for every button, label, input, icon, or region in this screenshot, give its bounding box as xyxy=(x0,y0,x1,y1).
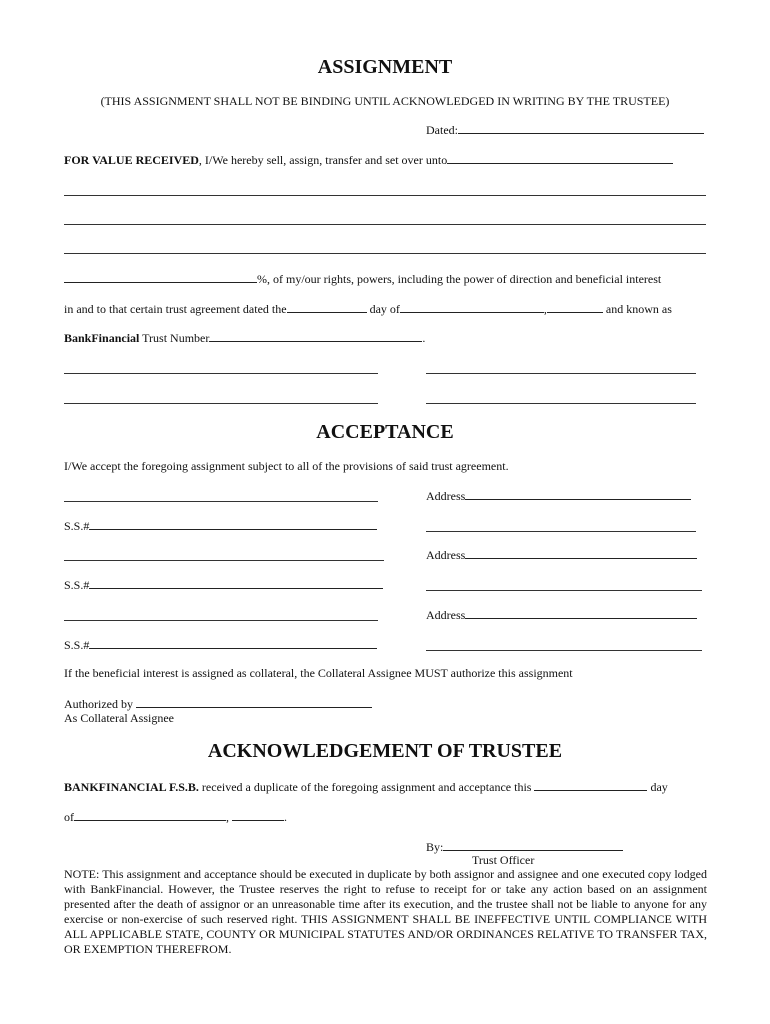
ss-row-2 xyxy=(64,577,383,593)
for-value-text: , I/We hereby sell, assign, transfer and set over unto xyxy=(198,153,448,167)
received-month-field[interactable] xyxy=(74,809,226,821)
day-label: day xyxy=(650,780,668,794)
percent-field[interactable] xyxy=(64,271,257,283)
assignee-signature-line-2[interactable] xyxy=(64,560,384,561)
received-year-field[interactable] xyxy=(232,809,284,821)
of-period: . xyxy=(284,810,287,824)
bankfinancial-label: BankFinancial xyxy=(64,331,140,345)
assignee-line-3[interactable] xyxy=(64,253,706,254)
trust-number-period: . xyxy=(422,331,426,345)
address-label: Address xyxy=(426,608,466,622)
assignor-signature-line-3[interactable] xyxy=(64,403,378,404)
dated-row xyxy=(426,122,704,138)
trust-date-field[interactable] xyxy=(287,301,367,313)
bankfinancial-fsb-label: BANKFINANCIAL F.S.B. xyxy=(64,780,199,794)
of-comma: , xyxy=(226,810,229,824)
received-row xyxy=(64,779,668,795)
by-label: By: xyxy=(426,840,444,854)
assignment-subtitle: (THIS ASSIGNMENT SHALL NOT BE BINDING UNTIL ACKNOWLEDGED IN WRITING BY THE TRUSTEE) xyxy=(100,94,670,108)
trust-number-row xyxy=(64,330,425,346)
ss-field-1[interactable] xyxy=(89,518,377,530)
dated-label: Dated: xyxy=(426,123,458,137)
authorized-by-row xyxy=(64,696,372,712)
address-row-3 xyxy=(426,607,697,623)
collateral-text: If the beneficial interest is assigned as collateral, the Collateral Assignee MUST authorize this assignment xyxy=(64,666,573,680)
assignee-signature-line-3[interactable] xyxy=(64,620,378,621)
trust-year-field[interactable] xyxy=(547,301,603,313)
acceptance-intro: I/We accept the foregoing assignment subject to all of the provisions of said trust agreement. xyxy=(64,459,509,473)
dated-field[interactable] xyxy=(458,122,704,134)
trust-line-b: day of xyxy=(369,302,400,316)
trust-line-c: , xyxy=(543,302,547,316)
trust-officer-label: Trust Officer xyxy=(472,853,535,867)
ss-field-2[interactable] xyxy=(89,577,383,589)
of-row xyxy=(64,809,287,825)
address-line-2b[interactable] xyxy=(426,590,702,591)
ss-field-3[interactable] xyxy=(89,637,377,649)
for-value-row xyxy=(64,152,673,168)
assignment-title: ASSIGNMENT xyxy=(317,56,453,78)
trust-number-label: Trust Number xyxy=(139,331,210,345)
address-field-2[interactable] xyxy=(465,547,697,559)
assignee-name-field[interactable] xyxy=(447,152,673,164)
ss-label: S.S.# xyxy=(64,578,90,592)
authorized-by-field[interactable] xyxy=(136,696,372,708)
trust-number-field[interactable] xyxy=(209,330,422,342)
assignor-signature-line-4[interactable] xyxy=(426,403,696,404)
address-label: Address xyxy=(426,548,466,562)
percent-row xyxy=(64,271,661,287)
address-label: Address xyxy=(426,489,466,503)
ss-row-1 xyxy=(64,518,377,534)
address-line-3b[interactable] xyxy=(426,650,702,651)
assignee-signature-line-1[interactable] xyxy=(64,501,378,502)
for-value-received: FOR VALUE RECEIVED xyxy=(64,153,199,167)
assignor-signature-line-2[interactable] xyxy=(426,373,696,374)
address-field-3[interactable] xyxy=(465,607,697,619)
ss-row-3 xyxy=(64,637,377,653)
trust-agreement-row xyxy=(64,301,672,317)
address-row-1 xyxy=(426,488,691,504)
ss-label: S.S.# xyxy=(64,638,90,652)
percent-text: %, of my/our rights, powers, including the power of direction and beneficial interest xyxy=(257,272,662,286)
assignee-line-1[interactable] xyxy=(64,195,706,196)
address-row-2 xyxy=(426,547,697,563)
address-field-1[interactable] xyxy=(465,488,691,500)
as-collateral-assignee: As Collateral Assignee xyxy=(64,711,174,725)
note-paragraph: NOTE: This assignment and acceptance should be executed in duplicate by both assignor and assignee and one executed copy lodged with BankFinancial. However, the Trustee reserves the right to refuse to receipt for or take any action based on an assignment presented after the death of assignor or an unreasonable time after its execution, and the trustee shall not be liable to anyone for any exercise or non-exercise of such reserved right. THIS ASSIGNMENT SHALL BE INEFFECTIVE UNTIL COMPLIANCE WITH ALL APPLICABLE STATE, COUNTY OR MUNICIPAL STATUTES AND/OR ORDINANCES RELATIVE TO TRANSFER TAX, OR EXEMPTION THEREFROM. xyxy=(64,867,707,956)
trust-line-a: in and to that certain trust agreement dated the xyxy=(64,302,287,316)
ss-label: S.S.# xyxy=(64,519,90,533)
authorized-by-label: Authorized by xyxy=(64,697,133,711)
assignor-signature-line-1[interactable] xyxy=(64,373,378,374)
assignee-line-2[interactable] xyxy=(64,224,706,225)
acceptance-title: ACCEPTANCE xyxy=(316,421,454,443)
trust-month-field[interactable] xyxy=(400,301,544,313)
of-label: of xyxy=(64,810,74,824)
acknowledgement-title: ACKNOWLEDGEMENT OF TRUSTEE xyxy=(207,740,563,762)
address-line-1b[interactable] xyxy=(426,531,696,532)
received-text: received a duplicate of the foregoing assignment and acceptance this xyxy=(198,780,532,794)
trust-officer-signature-field[interactable] xyxy=(443,839,623,851)
trust-line-d: and known as xyxy=(605,302,672,316)
received-day-field[interactable] xyxy=(534,779,647,791)
